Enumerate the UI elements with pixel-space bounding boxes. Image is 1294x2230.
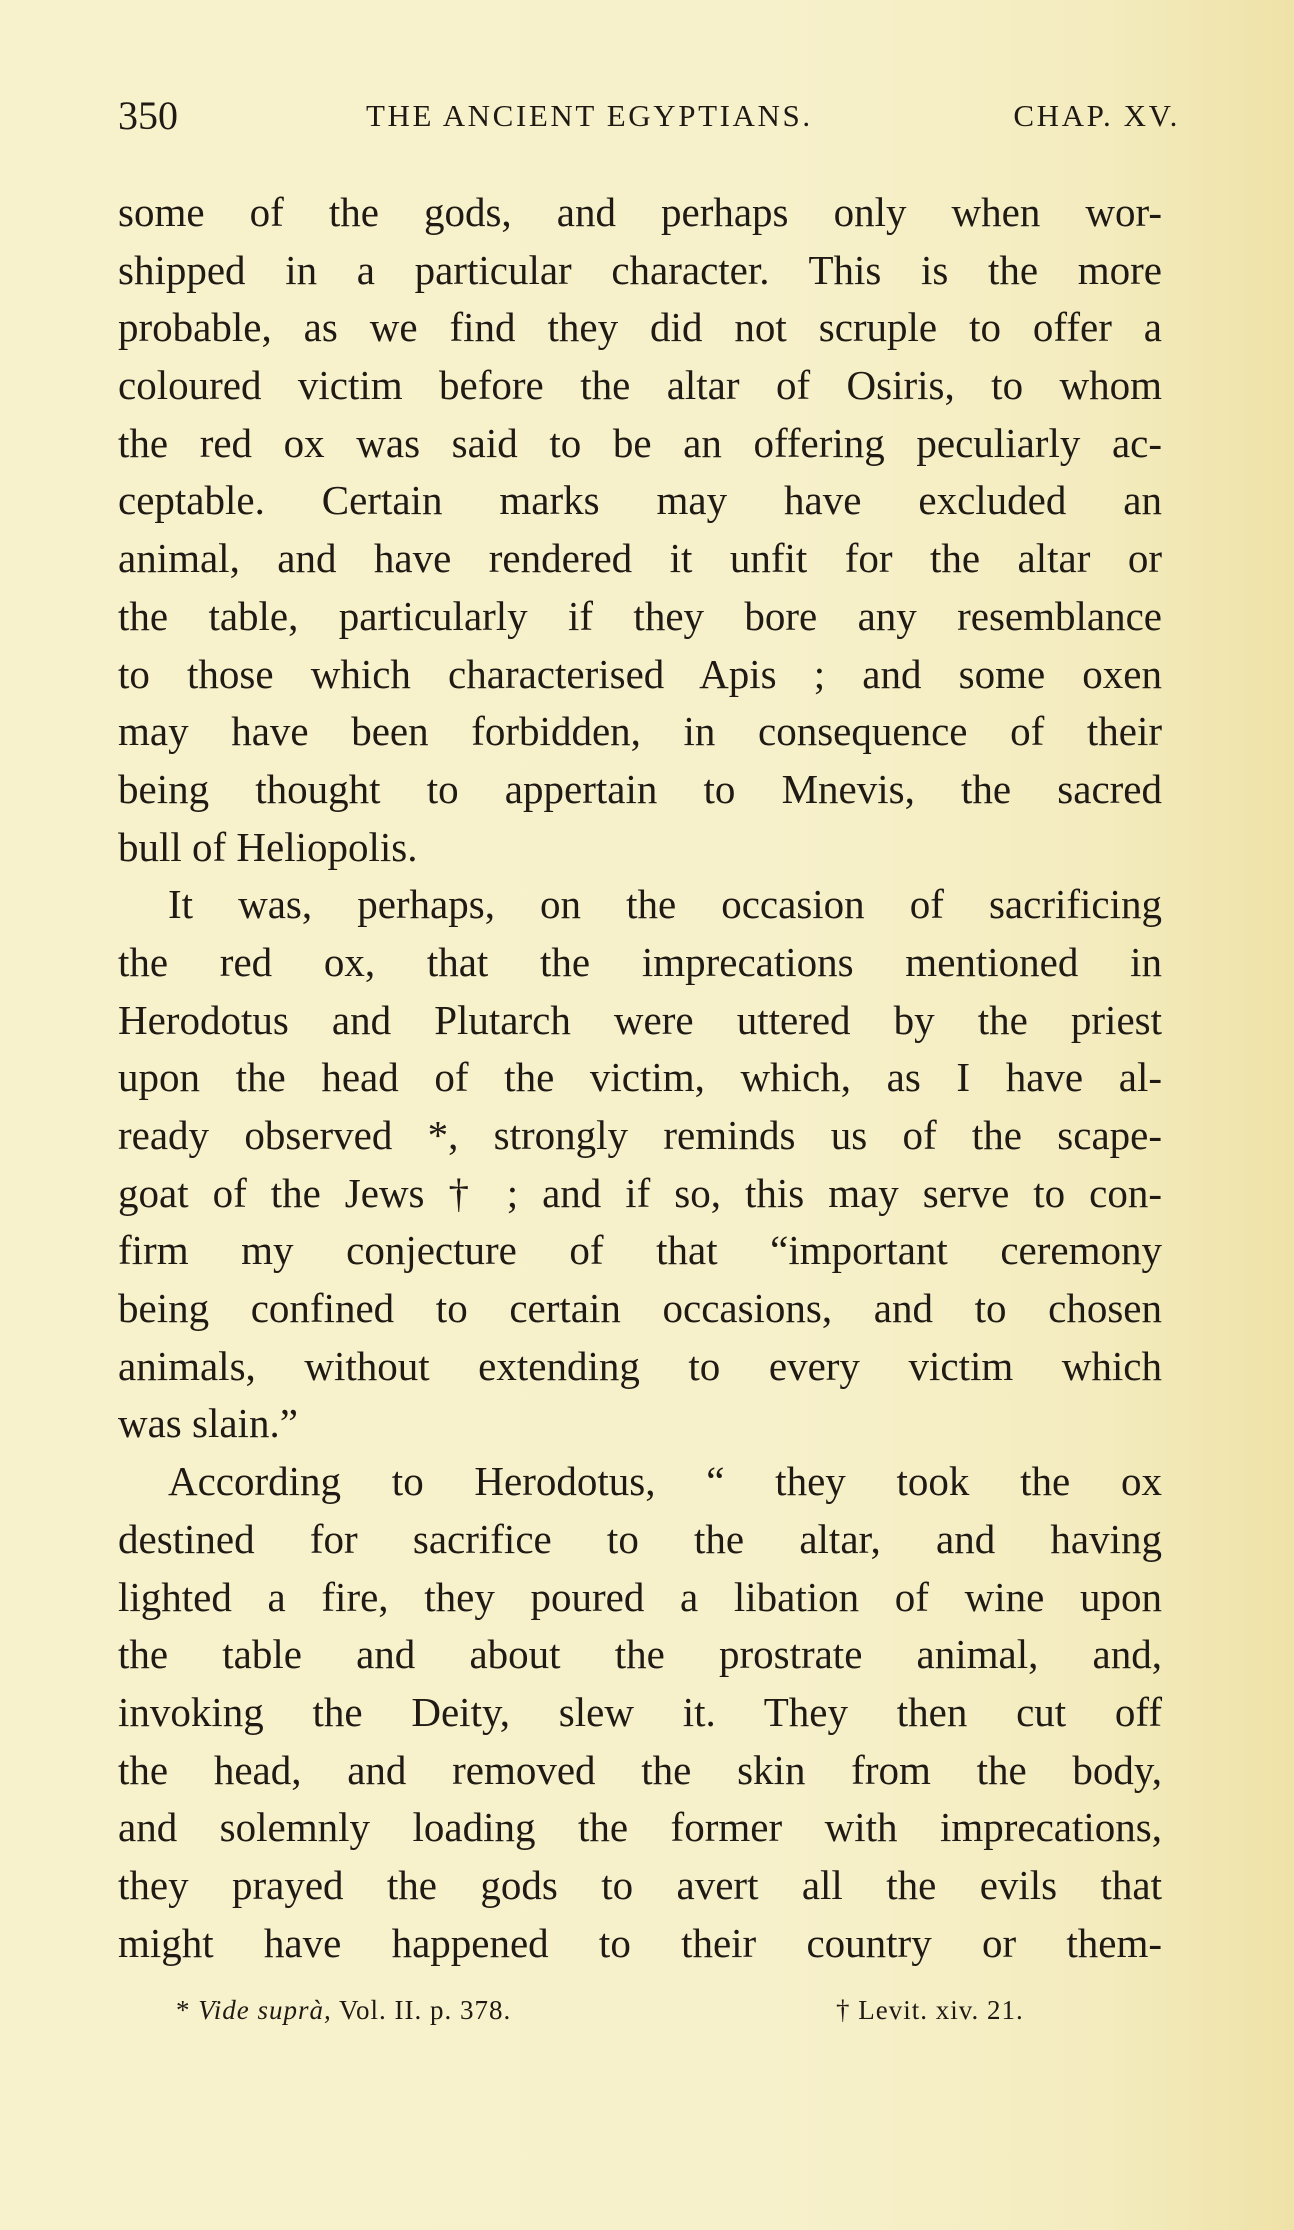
text-line: the red ox, that the imprecations mentioned in: [118, 938, 1162, 985]
text-line: Herodotus and Plutarch were uttered by the priest: [118, 996, 1162, 1043]
text-line: firm my conjecture of that “important ceremony: [118, 1227, 1162, 1274]
text-line: shipped in a particular character. This is the more: [118, 246, 1162, 293]
text-line: lighted a fire, they poured a libation of wine upon: [118, 1573, 1162, 1620]
text-line: being thought to appertain to Mnevis, the sacred: [118, 765, 1162, 812]
text-line: the table and about the prostrate animal, and,: [118, 1631, 1162, 1678]
paragraph-start-line: According to Herodotus, “ they took the ox: [168, 1458, 1162, 1505]
footnote-first: [176, 1995, 511, 2026]
footnote-mark-asterisk: *: [176, 1995, 191, 2025]
page-number: 350: [118, 93, 178, 138]
paragraph-end-line: was slain.”: [118, 1400, 298, 1447]
footnote-volume-reference: Vol. II. p. 378.: [339, 1995, 512, 2025]
text-line: probable, as we find they did not scruple to offer a: [118, 304, 1162, 351]
text-line: animals, without extending to every victim which: [118, 1342, 1162, 1389]
text-line: ceptable. Certain marks may have excluded an: [118, 477, 1162, 524]
running-title: THE ANCIENT EGYPTIANS.: [366, 98, 813, 133]
text-line: goat of the Jews † ; and if so, this may serve to con-: [118, 1169, 1162, 1216]
text-line: the head, and removed the skin from the body,: [118, 1746, 1162, 1793]
text-line: being confined to certain occasions, and to chosen: [118, 1285, 1162, 1332]
footnote-mark-dagger: †: [836, 1995, 851, 2025]
footnote-second: [836, 1995, 1024, 2026]
text-line: may have been forbidden, in consequence of their: [118, 708, 1162, 755]
text-line: to those which characterised Apis ; and some oxen: [118, 650, 1162, 697]
page-header: [118, 93, 1180, 138]
text-line: upon the head of the victim, which, as I have al-: [118, 1054, 1162, 1101]
text-line: the table, particularly if they bore any resemblance: [118, 592, 1162, 639]
chapter-label: CHAP. XV.: [1013, 98, 1180, 133]
text-line: and solemnly loading the former with imprecations,: [118, 1804, 1162, 1851]
footnote-italic-reference: Vide suprà,: [198, 1995, 332, 2025]
paragraph-end-line: bull of Heliopolis.: [118, 823, 418, 870]
text-line: the red ox was said to be an offering peculiarly ac-: [118, 419, 1162, 466]
text-line: animal, and have rendered it unfit for the altar or: [118, 535, 1162, 582]
text-line: destined for sacrifice to the altar, and having: [118, 1515, 1162, 1562]
text-line: coloured victim before the altar of Osiris, to whom: [118, 362, 1162, 409]
paragraph-start-line: It was, perhaps, on the occasion of sacrificing: [168, 881, 1162, 928]
text-line: ready observed *, strongly reminds us of the scape-: [118, 1112, 1162, 1158]
text-line: might have happened to their country or them-: [118, 1919, 1162, 1966]
footnotes: [176, 1995, 1106, 2031]
text-line: they prayed the gods to avert all the evils that: [118, 1861, 1162, 1908]
footnote-levit-reference: Levit. xiv. 21.: [858, 1995, 1024, 2025]
text-line: invoking the Deity, slew it. They then cut off: [118, 1688, 1162, 1735]
text-line: some of the gods, and perhaps only when wor-: [118, 189, 1162, 235]
body-text: [118, 184, 1162, 1972]
